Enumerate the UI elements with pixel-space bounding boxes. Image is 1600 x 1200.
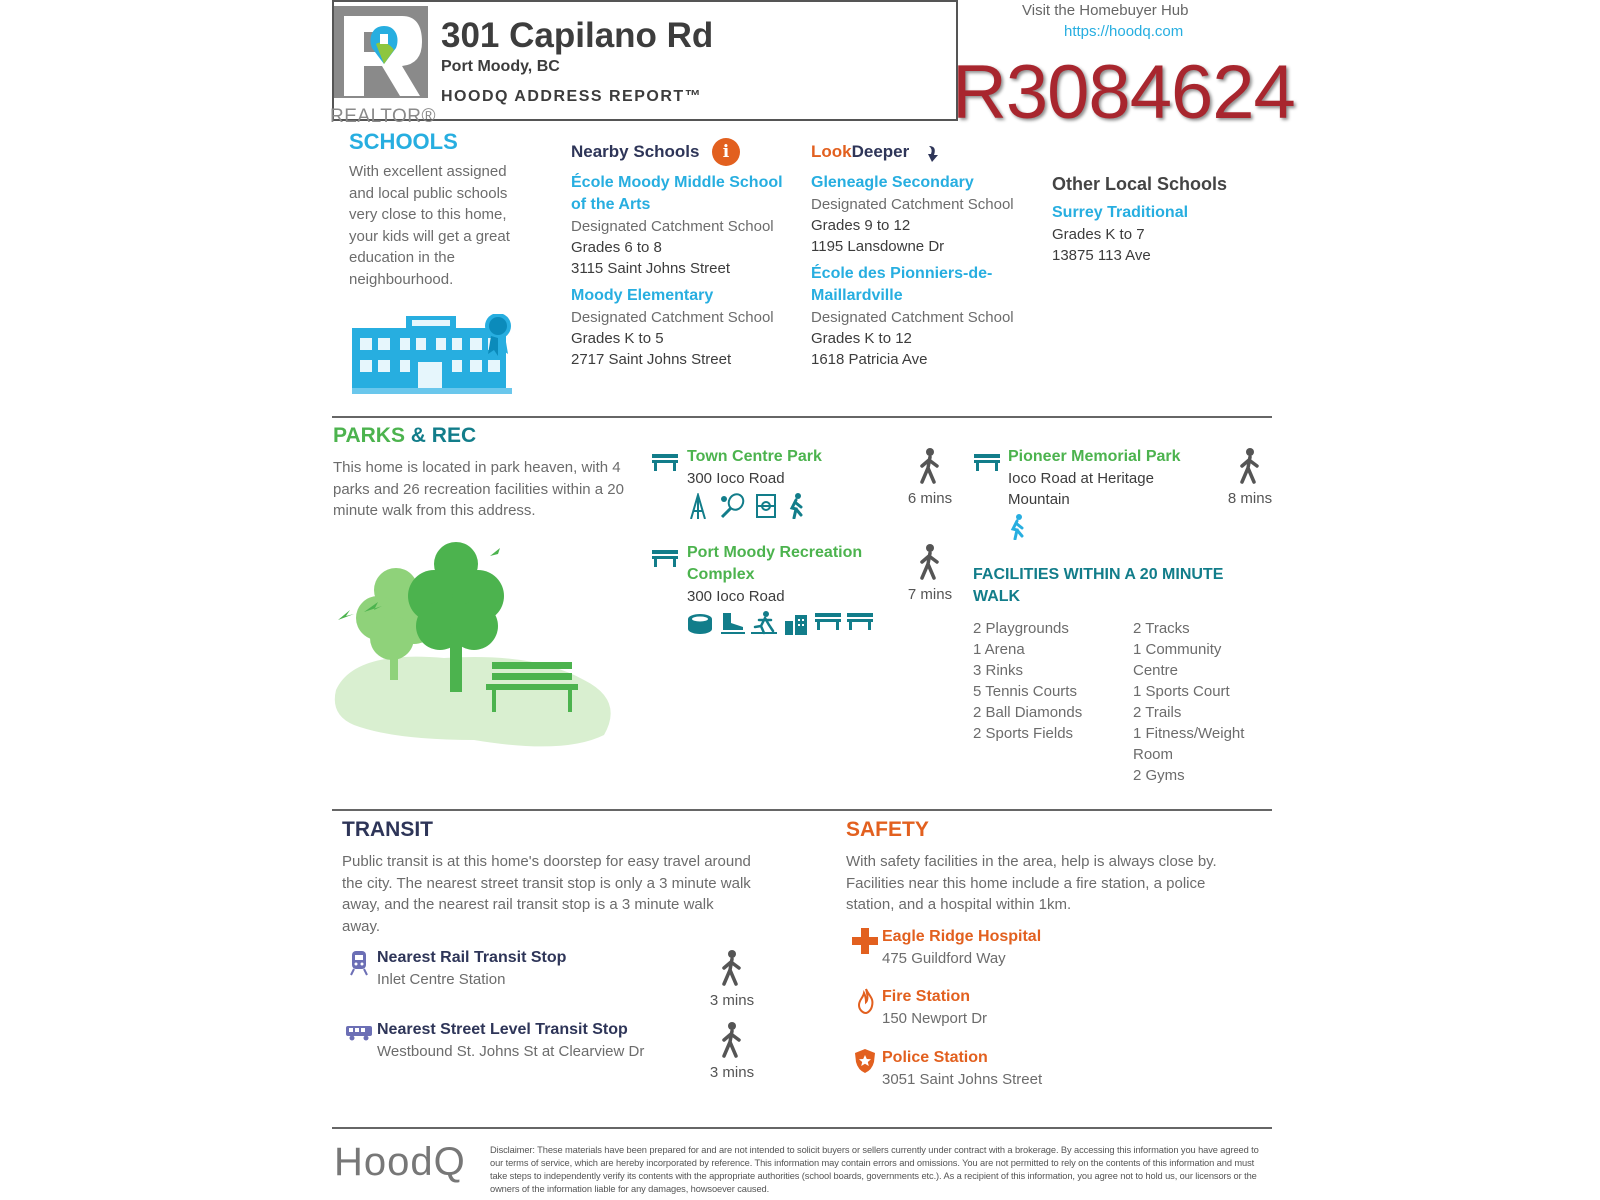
arena-icon bbox=[687, 611, 713, 637]
walk-minutes: 7 mins bbox=[907, 586, 953, 603]
walk-minutes: 3 mins bbox=[709, 992, 755, 1009]
safety-label: Police Station bbox=[882, 1049, 988, 1066]
school-name[interactable]: École Moody Middle School of the Arts bbox=[571, 174, 783, 213]
divider-parks bbox=[332, 809, 1272, 811]
bench-icon bbox=[974, 452, 1000, 477]
park-amenities bbox=[1008, 514, 1208, 540]
school-address: 2717 Saint Johns Street bbox=[571, 351, 732, 368]
safety-item bbox=[882, 986, 1242, 1029]
bench-icon bbox=[652, 548, 678, 573]
divider-schools bbox=[332, 416, 1272, 418]
school-item bbox=[811, 172, 1036, 257]
divider-footer bbox=[332, 1127, 1272, 1129]
school-address: 1618 Patricia Ave bbox=[811, 351, 928, 368]
park-name[interactable]: Pioneer Memorial Park bbox=[1008, 448, 1181, 465]
safety-label: Fire Station bbox=[882, 988, 971, 1005]
playground-icon bbox=[687, 493, 709, 521]
school-address: 13875 113 Ave bbox=[1052, 247, 1151, 264]
lookdeeper-title bbox=[811, 142, 909, 162]
walking-person-icon bbox=[1238, 448, 1262, 484]
school-type: Designated Catchment School bbox=[811, 309, 1014, 326]
school-name[interactable]: Gleneagle Secondary bbox=[811, 174, 974, 191]
hoodq-logo: HoodQ bbox=[334, 1140, 466, 1184]
report-label: HOODQ ADDRESS REPORT™ bbox=[441, 88, 703, 105]
park-illustration bbox=[334, 540, 620, 757]
police-badge-icon bbox=[854, 1048, 876, 1079]
runner-icon bbox=[787, 493, 805, 521]
transit-title: TRANSIT bbox=[342, 818, 433, 841]
school-type: Designated Catchment School bbox=[811, 196, 1014, 213]
walk-time bbox=[702, 950, 762, 1009]
transit-label: Nearest Rail Transit Stop bbox=[377, 949, 567, 966]
safety-address: 3051 Saint Johns Street bbox=[882, 1071, 1043, 1088]
transit-stop: Inlet Centre Station bbox=[377, 971, 506, 988]
facility-item: 5 Tennis Courts bbox=[973, 683, 1077, 700]
info-icon[interactable]: i bbox=[712, 138, 740, 166]
facility-item: 2 Tracks bbox=[1133, 620, 1190, 637]
bus-icon bbox=[345, 1025, 373, 1046]
parks-title bbox=[333, 424, 476, 448]
walking-person-icon bbox=[720, 1022, 744, 1058]
tennis-icon bbox=[719, 493, 745, 521]
walk-time bbox=[1220, 448, 1280, 507]
school-col2 bbox=[811, 172, 1036, 370]
hub-text: Visit the Homebuyer Hub bbox=[1022, 2, 1189, 19]
mls-number: R3084624 bbox=[952, 50, 1295, 135]
facility-item: 2 Trails bbox=[1133, 704, 1182, 721]
bench-icon bbox=[815, 611, 841, 637]
transit-item bbox=[377, 1019, 717, 1062]
safety-title: SAFETY bbox=[846, 818, 929, 841]
school-building-illustration bbox=[352, 314, 520, 401]
park-amenities bbox=[687, 611, 887, 637]
walking-person-icon bbox=[918, 448, 942, 484]
disclaimer-text: Disclaimer: These materials have been prepared for and are not intended to solicit buyers or sellers currently under contract with a brokerage. By accessing this information you have agreed to our terms of service, which are hereby incorporated by reference. This information may contain errors and omissions. You are not permitted to rely on the contents of this information and must take steps to independently verify its contents with the appropriate authorities (school boards, governments etc.). As a recipient of this information, you agree not to hold us, our licensors or the owners of the information liable for any damages, howsoever caused. bbox=[490, 1145, 1259, 1194]
walk-minutes: 8 mins bbox=[1227, 490, 1273, 507]
walk-minutes: 3 mins bbox=[709, 1064, 755, 1081]
walk-time bbox=[900, 448, 960, 507]
school-item bbox=[811, 263, 1036, 370]
walk-time bbox=[900, 544, 960, 603]
school-item bbox=[571, 172, 796, 279]
school-grades: Grades K to 12 bbox=[811, 330, 912, 347]
schools-description: With excellent assigned and local public schools very close to this home, your kids will get a great education in the neighbourhood. bbox=[349, 163, 510, 288]
safety-item bbox=[882, 1047, 1242, 1090]
school-type: Designated Catchment School bbox=[571, 309, 774, 326]
school-name[interactable]: Moody Elementary bbox=[571, 287, 714, 304]
other-schools-title: Other Local Schools bbox=[1052, 174, 1228, 194]
facility-item: 1 Sports Court bbox=[1133, 683, 1230, 700]
facilities-title: FACILITIES WITHIN A 20 MINUTE WALK bbox=[973, 566, 1224, 605]
school-grades: Grades K to 5 bbox=[571, 330, 664, 347]
schools-title: SCHOOLS bbox=[349, 129, 458, 154]
park-address: Ioco Road at Heritage Mountain bbox=[1008, 470, 1154, 508]
parks-title-b: & REC bbox=[410, 424, 477, 447]
school-name[interactable]: Surrey Traditional bbox=[1052, 204, 1189, 221]
facility-item: 3 Rinks bbox=[973, 662, 1024, 679]
transit-item bbox=[377, 947, 717, 990]
park-item bbox=[687, 542, 887, 637]
school-item bbox=[571, 285, 796, 370]
school-grades: Grades 6 to 8 bbox=[571, 239, 662, 256]
school-col1 bbox=[571, 172, 796, 370]
realtor-logo-text: REALTOR® bbox=[330, 106, 436, 127]
facility-item: 1 Community Centre bbox=[1133, 641, 1222, 679]
address-title: 301 Capilano Rd bbox=[441, 16, 714, 55]
park-address: 300 Ioco Road bbox=[687, 470, 785, 487]
park-name[interactable]: Port Moody Recreation Complex bbox=[687, 544, 863, 583]
lookdeeper-look: Look bbox=[811, 142, 852, 161]
park-amenities bbox=[687, 493, 877, 521]
safety-label: Eagle Ridge Hospital bbox=[882, 928, 1042, 945]
hub-link[interactable]: https://hoodq.com bbox=[1064, 23, 1184, 40]
safety-description: With safety facilities in the area, help is always close by. Facilities near this home include a fire station, a police station, and a hospital within 1km. bbox=[846, 853, 1217, 914]
train-icon bbox=[350, 950, 368, 981]
school-address: 1195 Lansdowne Dr bbox=[811, 238, 945, 255]
parks-description: This home is located in park heaven, with 4 parks and 26 recreation facilities within a 20 minute walk from this address. bbox=[333, 459, 624, 520]
other-schools bbox=[1052, 172, 1272, 266]
park-item bbox=[687, 446, 877, 521]
gym-icon bbox=[783, 611, 809, 637]
hospital-cross-icon bbox=[852, 928, 878, 959]
arrow-down-icon bbox=[925, 144, 941, 169]
facility-item: 2 Gyms bbox=[1133, 767, 1185, 784]
walk-minutes: 6 mins bbox=[907, 490, 953, 507]
city-subtitle: Port Moody, BC bbox=[441, 58, 560, 75]
bench-icon bbox=[652, 452, 678, 477]
school-grades: Grades 9 to 12 bbox=[811, 217, 911, 234]
runner-icon bbox=[1008, 527, 1026, 544]
transit-description: Public transit is at this home's doorstep for easy travel around the city. The nearest street transit stop is only a 3 minute walk away, and the nearest rail transit stop is a 3 minute walk away. bbox=[342, 853, 751, 935]
facilities-left-list bbox=[973, 618, 1123, 744]
sports-field-icon bbox=[755, 493, 777, 521]
facility-item: 2 Ball Diamonds bbox=[973, 704, 1083, 721]
facility-item: 1 Arena bbox=[973, 641, 1025, 658]
park-address: 300 Ioco Road bbox=[687, 588, 785, 605]
walk-time bbox=[702, 1022, 762, 1081]
parks-title-a: PARKS bbox=[333, 424, 405, 447]
facility-item: 1 Fitness/Weight Room bbox=[1133, 725, 1245, 763]
park-name[interactable]: Town Centre Park bbox=[687, 448, 822, 465]
school-type: Designated Catchment School bbox=[571, 218, 774, 235]
park-item bbox=[1008, 446, 1208, 540]
school-grades: Grades K to 7 bbox=[1052, 226, 1145, 243]
skate-icon bbox=[719, 611, 745, 637]
realtor-logo bbox=[330, 4, 436, 127]
transit-label: Nearest Street Level Transit Stop bbox=[377, 1021, 628, 1038]
walking-person-icon bbox=[918, 544, 942, 580]
facility-item: 2 Playgrounds bbox=[973, 620, 1069, 637]
school-name[interactable]: École des Pionniers-de-Maillardville bbox=[811, 265, 993, 304]
fitness-icon bbox=[751, 611, 777, 637]
walking-person-icon bbox=[720, 950, 744, 986]
lookdeeper-deeper: Deeper bbox=[851, 142, 910, 161]
bench-icon bbox=[847, 611, 873, 637]
flame-icon bbox=[857, 988, 875, 1019]
school-address: 3115 Saint Johns Street bbox=[571, 260, 730, 277]
facilities-right-list bbox=[1133, 618, 1263, 786]
safety-item bbox=[882, 926, 1242, 969]
transit-stop: Westbound St. Johns St at Clearview Dr bbox=[377, 1043, 645, 1060]
nearby-schools-title: Nearby Schools bbox=[571, 142, 700, 161]
facility-item: 2 Sports Fields bbox=[973, 725, 1074, 742]
safety-address: 150 Newport Dr bbox=[882, 1010, 988, 1027]
safety-address: 475 Guildford Way bbox=[882, 950, 1006, 967]
